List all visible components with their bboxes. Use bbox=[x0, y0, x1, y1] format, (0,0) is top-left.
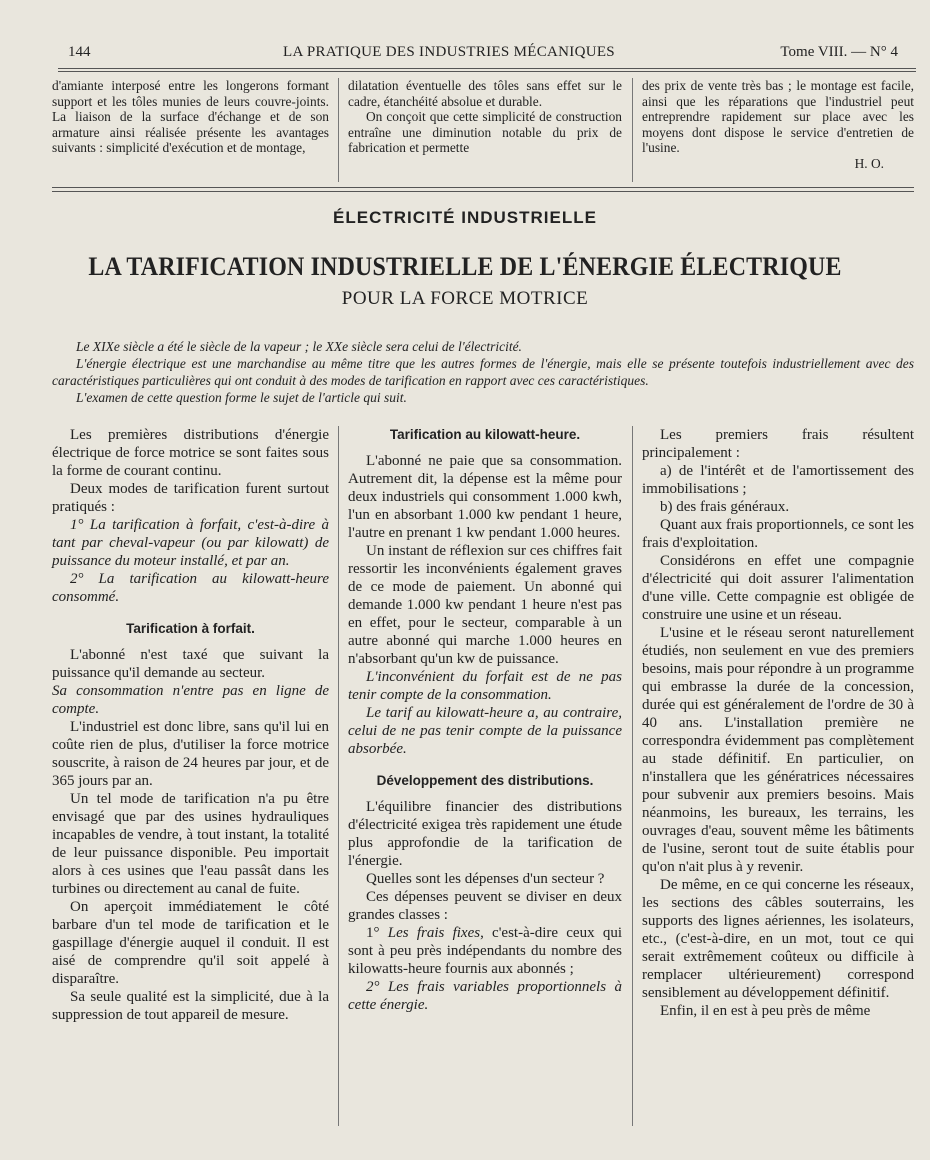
journal-title: LA PRATIQUE DES INDUSTRIES MÉCANIQUES bbox=[283, 44, 615, 60]
subheading-kilowatt-heure: Tarification au kilowatt-heure. bbox=[389, 427, 581, 442]
previous-text-4: des prix de vente très bas ; le montage est facile, ainsi que les réparations que l'industriel peut entreprendre rapidement sur place avec les moyens dont dispose le service d'entretien de l'usine. bbox=[642, 78, 914, 155]
previous-text-3: On conçoit que cette simplicité de construction entraîne une diminution notable du prix de fabrication et permette bbox=[348, 109, 622, 155]
paragraph: a) de l'intérêt et de l'amortissement des immobilisations ; bbox=[642, 463, 914, 497]
paragraph: Enfin, il en est à peu près de même bbox=[660, 1003, 871, 1019]
paragraph: Deux modes de tarification furent surtout pratiqués : bbox=[52, 481, 329, 515]
text-run-italic: Les frais fixes bbox=[387, 925, 481, 941]
paragraph: Quelles sont les dépenses d'un secteur ? bbox=[366, 871, 605, 887]
column-divider bbox=[632, 78, 633, 182]
previous-text-2: dilatation éventuelle des tôles sans effet sur le cadre, étanchéité absolue et durable. bbox=[348, 78, 622, 109]
previous-article-column-3 bbox=[642, 78, 914, 171]
section-heading: ÉLECTRICITÉ INDUSTRIELLE bbox=[333, 208, 597, 227]
paragraph: L'abonné ne paie que sa consommation. Autrement dit, la dépense est la même pour deux industriels qui consomment 1.000 kwh, l'un en absorbant 1.000 kw pendant 1 heure, l'autre en prenant 1 kw pendant 1.000 heures. bbox=[348, 453, 622, 541]
paragraph: De même, en ce qui concerne les réseaux, les sections des câbles souterrains, les supports des lignes aériennes, les isolateurs, etc., (c'est-à-dire, en un mot, tout ce qui serait extrêmement coûteux ou difficile à remplacer ultérieurement) correspond sensiblement au développement définitif. bbox=[642, 877, 914, 1001]
previous-article-column-2 bbox=[348, 78, 622, 156]
paragraph: Le tarif au kilowatt-heure a, au contraire, celui de ne pas tenir compte de la puissance absorbée. bbox=[348, 705, 622, 757]
paragraph: L'usine et le réseau seront naturellement étudiés, non seulement en vue des premiers besoins, mais pour répondre à un programme qui embrasse la durée de la concession, durée qui est généralement de l'ordre de 30 à 40 ans. L'installation première ne correspondra évidemment pas complètement au stade définitif. En particulier, on n'installera que les génératrices nécessaires pour subvenir aux premiers besoins. Mais néanmoins, les bureaux, les terrains, les ouvrages d'eau, souvent même les bâtiments de l'usine, seront tout de suite établis pour qu'on n'ait plus à y revenir. bbox=[642, 625, 914, 875]
paragraph: L'abonné n'est taxé que suivant la puissance qu'il demande au secteur. bbox=[52, 647, 329, 681]
author-signature: H. O. bbox=[854, 155, 884, 171]
paragraph: 1° La tarification à forfait, c'est-à-dire à tant par cheval-vapeur (ou par kilowatt) de puissance du moteur installé, et par an. bbox=[52, 517, 329, 569]
paragraph: Un instant de réflexion sur ces chiffres fait ressortir les inconvénients également graves de ce mode de paiement. Un abonné qui demande 1.000 kw pendant 1 heure n'est pas en effet, pour le secteur, comparable à un autre abonné qui marche 1.000 heures en n'absorbant qu'un kw de puissance. bbox=[348, 543, 622, 667]
article-introduction bbox=[52, 338, 914, 406]
article-column-3 bbox=[642, 426, 914, 1020]
previous-text-1: d'amiante interposé entre les longerons formant support et les tôles munies de leurs couvre-joints. La liaison de la surface d'échange et de son armature ainsi réalisée présente les avantages suivants : simplicité d'exécution et de montage, bbox=[52, 78, 329, 155]
paragraph: Les premières distributions d'énergie électrique de force motrice se sont faites sous la forme de courant continu. bbox=[52, 427, 329, 479]
paragraph: Considérons en effet une compagnie d'électricité qui doit assurer l'alimentation d'une ville. Cette compagnie est obligée de construire une usine et un réseau. bbox=[642, 553, 914, 623]
article-column-1 bbox=[52, 426, 329, 1024]
paragraph: L'industriel est donc libre, sans qu'il lui en coûte rien de plus, d'utiliser la force motrice souscrite, à raison de 24 heures par jour, et de 365 jours par an. bbox=[52, 719, 329, 789]
paragraph: 2° Les frais variables proportionnels à cette énergie. bbox=[348, 979, 622, 1013]
column-divider bbox=[338, 426, 339, 1126]
header-rule bbox=[58, 68, 916, 69]
running-header bbox=[58, 42, 898, 66]
page-number: 144 bbox=[68, 44, 91, 60]
paragraph: Les premiers frais résultent principalement : bbox=[642, 427, 914, 461]
section-rule-top bbox=[52, 187, 914, 188]
article-column-2 bbox=[348, 412, 622, 1014]
paragraph: Ces dépenses peuvent se diviser en deux grandes classes : bbox=[348, 889, 622, 923]
section-rule-top-thin bbox=[52, 191, 914, 192]
paragraph-italic: Sa consommation n'entre pas en ligne de compte. bbox=[52, 683, 329, 717]
paragraph: 2° La tarification au kilowatt-heure consommé. bbox=[52, 571, 329, 605]
paragraph: L'inconvénient du forfait est de ne pas tenir compte de la consommation. bbox=[348, 669, 622, 703]
intro-paragraph-3: L'examen de cette question forme le sujet de l'article qui suit. bbox=[76, 390, 407, 405]
article-title: LA TARIFICATION INDUSTRIELLE DE L'ÉNERGIE ÉLECTRIQUE bbox=[88, 252, 842, 281]
subheading-forfait: Tarification à forfait. bbox=[126, 621, 255, 636]
column-divider bbox=[632, 426, 633, 1126]
article-subtitle: POUR LA FORCE MOTRICE bbox=[341, 288, 589, 309]
paragraph: Quant aux frais proportionnels, ce sont les frais d'exploitation. bbox=[642, 517, 914, 551]
paragraph: b) des frais généraux. bbox=[660, 499, 790, 515]
subheading-developpement: Développement des distributions. bbox=[376, 773, 594, 788]
intro-paragraph-2: L'énergie électrique est une marchandise au même titre que les autres formes de l'énergie, mais elle se présente toutefois industriellement avec des caractéristiques particulières qui ont conduit à des modes de tarification en rapport avec ces caractéristiques. bbox=[52, 356, 914, 388]
previous-article-column-1 bbox=[52, 78, 329, 156]
paragraph: Sa seule qualité est la simplicité, due à la suppression de tout appareil de mesure. bbox=[52, 989, 329, 1023]
paragraph bbox=[348, 924, 622, 978]
intro-paragraph-1: Le XIXe siècle a été le siècle de la vapeur ; le XXe siècle sera celui de l'électricité. bbox=[76, 339, 522, 354]
header-rule-thin bbox=[58, 71, 916, 72]
column-divider bbox=[338, 78, 339, 182]
text-run: , c'est-à-dire ceux qui sont à peu près indépendants du nombre des kilowatts-heure fournis aux abonnés ; bbox=[348, 925, 622, 977]
paragraph: On aperçoit immédiatement le côté barbare d'un tel mode de tarification et le gaspillage d'énergie auquel il conduit. Il est aisé de comprendre qu'il soit appelé à disparaître. bbox=[52, 899, 329, 987]
tome-number: Tome VIII. — N° 4 bbox=[780, 44, 898, 60]
paragraph: L'équilibre financier des distributions d'électricité exigea très rapidement une étude plus approfondie de la tarification de l'énergie. bbox=[348, 799, 622, 869]
text-run: 1° bbox=[366, 925, 388, 941]
paragraph: Un tel mode de tarification n'a pu être envisagé que par des usines hydrauliques incapables de vendre, à tout instant, la totalité de leur puissance disponible. Peu importait alors à ces usines que l'eau passât dans les turbines ou directement au canal de fuite. bbox=[52, 791, 329, 897]
